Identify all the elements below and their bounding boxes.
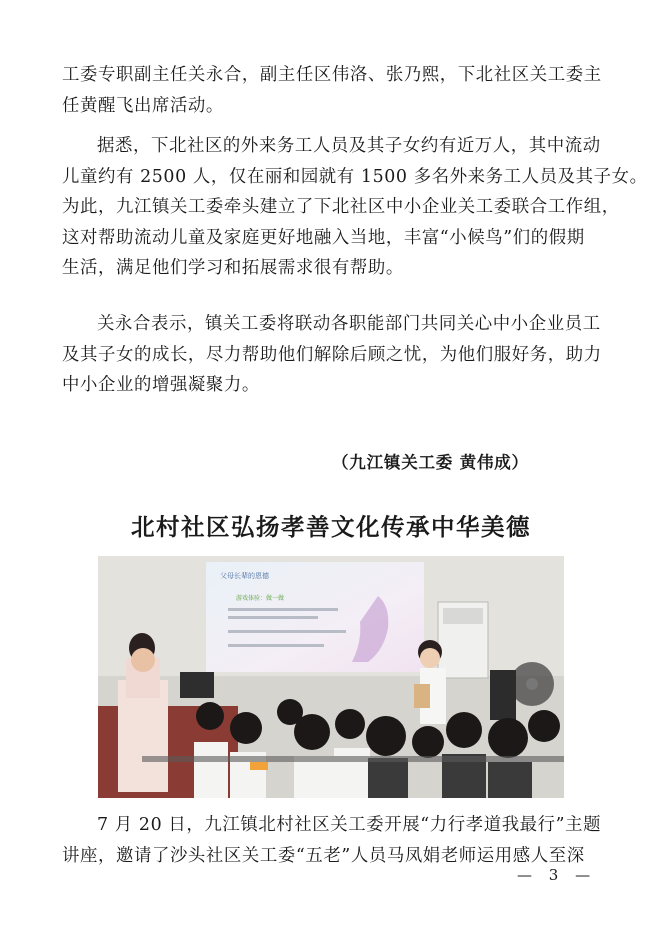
lecture-photo xyxy=(98,556,564,798)
text-line: 及其子女的成长，尽力帮助他们解除后顾之忧，为他们服好务，助力 xyxy=(62,344,602,365)
text-line: 讲座，邀请了沙头社区关工委“五老”人员马凤娟老师运用感人至深 xyxy=(62,845,585,866)
author-signature: （九江镇关工委 黄伟成） xyxy=(332,453,529,472)
text-line: 这对帮助流动儿童及家庭更好地融入当地，丰富“小候鸟”们的假期 xyxy=(62,227,585,248)
text-line: 关永合表示，镇关工委将联动各职能部门共同关心中小企业员工 xyxy=(97,314,601,334)
text-line: 为此，九江镇关工委牵头建立了下北社区中小企业关工委联合工作组， xyxy=(62,197,620,217)
page-number: — 3 — xyxy=(517,866,597,884)
text-line: 儿童约有 2500 人，仅在丽和园就有 1500 多名外来务工人员及其子女。 xyxy=(62,166,648,187)
text-line: 生活，满足他们学习和拓展需求很有帮助。 xyxy=(62,258,404,278)
slide-subtitle: 游戏体验：做一做 xyxy=(236,595,285,602)
text-line: 工委专职副主任关永合，副主任区伟洛、张乃熙，下北社区关工委主 xyxy=(62,65,602,85)
text-line: 据悉，下北社区的外来务工人员及其子女约有近万人，其中流动 xyxy=(97,136,601,156)
paragraph-statement xyxy=(62,309,610,401)
article-title: 北村社区弘扬孝善文化传承中华美德 xyxy=(131,513,531,541)
paragraph-lecture xyxy=(62,810,610,871)
slide-title: 父母长辈的恩德 xyxy=(220,572,269,580)
text-line: 7 月 20 日，九江镇北村社区关工委开展“力行孝道我最行”主题 xyxy=(97,815,602,835)
text-line: 任黄醒飞出席活动。 xyxy=(62,95,224,116)
lecture-photo-illustration xyxy=(98,556,564,798)
text-line: 中小企业的增强凝聚力。 xyxy=(62,375,260,395)
paragraph-migrant-children xyxy=(62,131,648,284)
paragraph-continuation xyxy=(62,60,610,121)
